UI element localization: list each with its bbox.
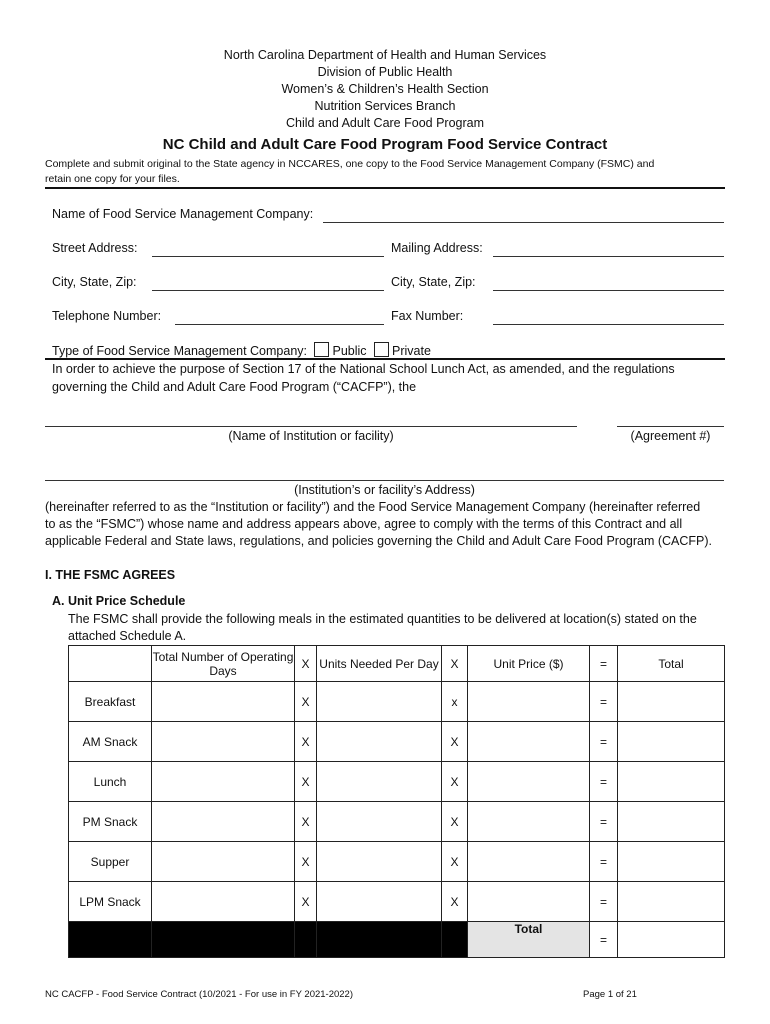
unit-price-schedule-table xyxy=(68,645,725,958)
fsmc-name-label: Name of Food Service Management Company: xyxy=(52,207,314,221)
instructions-line-2: retain one copy for your files. xyxy=(45,173,180,185)
units-cell[interactable] xyxy=(317,802,442,842)
agency-line-2: Division of Public Health xyxy=(317,65,453,79)
sub-heading: A. Unit Price Schedule xyxy=(52,594,186,608)
total-cell[interactable] xyxy=(618,802,725,842)
unit-price-cell[interactable] xyxy=(468,842,590,882)
units-cell[interactable] xyxy=(317,722,442,762)
mailing-city-state-zip-label: City, State, Zip: xyxy=(391,275,476,289)
telephone-label: Telephone Number: xyxy=(52,309,162,323)
table-row xyxy=(69,722,725,762)
street-address-label: Street Address: xyxy=(52,241,138,255)
blackout-cell xyxy=(295,922,317,958)
agreement-para-line-2: to as the “FSMC”) whose name and address appears above, agree to comply with the terms of this Contract and all xyxy=(45,517,683,531)
x-cell: X xyxy=(442,722,468,762)
x-cell: X xyxy=(295,762,317,802)
header-divider xyxy=(45,187,725,189)
institution-name-field[interactable] xyxy=(45,426,577,427)
public-label: Public xyxy=(332,344,367,358)
agency-line-4: Nutrition Services Branch xyxy=(314,99,456,113)
header-x-2: X xyxy=(442,646,468,682)
blackout-cell xyxy=(69,922,152,958)
table-row xyxy=(69,762,725,802)
x-cell: X xyxy=(295,882,317,922)
total-cell[interactable] xyxy=(618,762,725,802)
private-label: Private xyxy=(392,344,431,358)
city-state-zip-field[interactable] xyxy=(152,290,384,291)
intro-line-2: governing the Child and Adult Care Food Program (“CACFP”), the xyxy=(52,380,417,394)
unit-price-cell[interactable] xyxy=(468,722,590,762)
header-units-needed: Units Needed Per Day xyxy=(317,646,442,682)
x-cell: X xyxy=(295,682,317,722)
unit-price-cell[interactable] xyxy=(468,802,590,842)
table-header-row xyxy=(69,646,725,682)
page-number: Page 1 of 21 xyxy=(583,989,637,1000)
units-cell[interactable] xyxy=(317,682,442,722)
institution-address-caption: (Institution’s or facility’s Address) xyxy=(294,483,475,497)
total-cell[interactable] xyxy=(618,682,725,722)
meal-label: LPM Snack xyxy=(69,882,152,922)
total-cell[interactable] xyxy=(618,842,725,882)
fsmc-type-label: Type of Food Service Management Company: xyxy=(52,344,307,358)
agency-line-1: North Carolina Department of Health and Human Services xyxy=(223,48,547,62)
x-cell: X xyxy=(442,882,468,922)
section-text-line-2: attached Schedule A. xyxy=(68,629,187,643)
agreement-para-line-1: (hereinafter referred to as the “Institution or facility”) and the Food Service Management Company (hereinafter referred xyxy=(45,500,701,514)
table-row xyxy=(69,842,725,882)
fax-field[interactable] xyxy=(493,324,724,325)
header-equals: = xyxy=(590,646,618,682)
table-total-row xyxy=(69,922,725,958)
agency-line-3: Women’s & Children’s Health Section xyxy=(281,82,489,96)
blackout-cell xyxy=(442,922,468,958)
instructions-line-1: Complete and submit original to the State agency in NCCARES, one copy to the Food Service Management Company (FSMC) and xyxy=(45,158,655,170)
form-divider xyxy=(45,358,725,360)
x-cell: X xyxy=(295,842,317,882)
agency-line-5: Child and Adult Care Food Program xyxy=(285,116,485,130)
equals-cell: = xyxy=(590,842,618,882)
blackout-cell xyxy=(317,922,442,958)
unit-price-cell[interactable] xyxy=(468,762,590,802)
mailing-city-state-zip-field[interactable] xyxy=(493,290,724,291)
meal-label: Breakfast xyxy=(69,682,152,722)
agreement-number-caption: (Agreement #) xyxy=(630,429,711,443)
street-address-field[interactable] xyxy=(152,256,384,257)
equals-cell: = xyxy=(590,802,618,842)
private-checkbox[interactable] xyxy=(374,342,389,357)
header-x-1: X xyxy=(295,646,317,682)
header-total: Total xyxy=(618,646,725,682)
public-checkbox[interactable] xyxy=(314,342,329,357)
telephone-field[interactable] xyxy=(175,324,384,325)
document-title: NC Child and Adult Care Food Program Food Service Contract xyxy=(162,136,608,153)
header-cell-blank xyxy=(69,646,152,682)
equals-cell: = xyxy=(590,762,618,802)
x-cell: x xyxy=(442,682,468,722)
intro-line-1: In order to achieve the purpose of Section 17 of the National School Lunch Act, as amended, and the regulations xyxy=(52,362,675,376)
table-row xyxy=(69,882,725,922)
grand-total-cell[interactable] xyxy=(618,922,725,958)
agreement-para-line-3: applicable Federal and State laws, regulations, and policies governing the Child and Adult Care Food Program (CACFP). xyxy=(45,534,713,548)
mailing-address-field[interactable] xyxy=(493,256,724,257)
x-cell: X xyxy=(442,802,468,842)
units-cell[interactable] xyxy=(317,842,442,882)
x-cell: X xyxy=(442,842,468,882)
section-text-line-1: The FSMC shall provide the following meals in the estimated quantities to be delivered at location(s) stated on the xyxy=(68,612,697,626)
operating-days-cell[interactable] xyxy=(152,802,295,842)
total-label-cell: Total xyxy=(468,922,590,958)
operating-days-cell[interactable] xyxy=(152,762,295,802)
city-state-zip-label: City, State, Zip: xyxy=(52,275,137,289)
agreement-number-field[interactable] xyxy=(617,426,724,427)
meal-label: PM Snack xyxy=(69,802,152,842)
units-cell[interactable] xyxy=(317,762,442,802)
units-cell[interactable] xyxy=(317,882,442,922)
meal-label: Supper xyxy=(69,842,152,882)
header-unit-price: Unit Price ($) xyxy=(468,646,590,682)
table-row xyxy=(69,682,725,722)
operating-days-cell[interactable] xyxy=(152,842,295,882)
fax-label: Fax Number: xyxy=(391,309,464,323)
institution-address-field[interactable] xyxy=(45,480,724,481)
operating-days-cell[interactable] xyxy=(152,882,295,922)
unit-price-cell[interactable] xyxy=(468,882,590,922)
mailing-address-label: Mailing Address: xyxy=(391,241,483,255)
x-cell: X xyxy=(295,802,317,842)
equals-cell: = xyxy=(590,882,618,922)
meal-label: AM Snack xyxy=(69,722,152,762)
blackout-cell xyxy=(152,922,295,958)
x-cell: X xyxy=(442,762,468,802)
total-cell[interactable] xyxy=(618,722,725,762)
section-heading: I. THE FSMC AGREES xyxy=(45,568,176,582)
unit-price-cell[interactable] xyxy=(468,682,590,722)
fsmc-type-row xyxy=(52,342,431,358)
equals-cell: = xyxy=(590,722,618,762)
equals-cell: = xyxy=(590,682,618,722)
table-row xyxy=(69,802,725,842)
x-cell: X xyxy=(295,722,317,762)
total-cell[interactable] xyxy=(618,882,725,922)
fsmc-name-field[interactable] xyxy=(323,222,724,223)
operating-days-cell[interactable] xyxy=(152,682,295,722)
header-operating-days: Total Number of Operating Days xyxy=(152,646,295,682)
institution-name-caption: (Name of Institution or facility) xyxy=(228,429,394,443)
meal-label: Lunch xyxy=(69,762,152,802)
footer-left: NC CACFP - Food Service Contract (10/2021 - For use in FY 2021-2022) xyxy=(45,989,354,1000)
operating-days-cell[interactable] xyxy=(152,722,295,762)
total-equals-cell: = xyxy=(590,922,618,958)
